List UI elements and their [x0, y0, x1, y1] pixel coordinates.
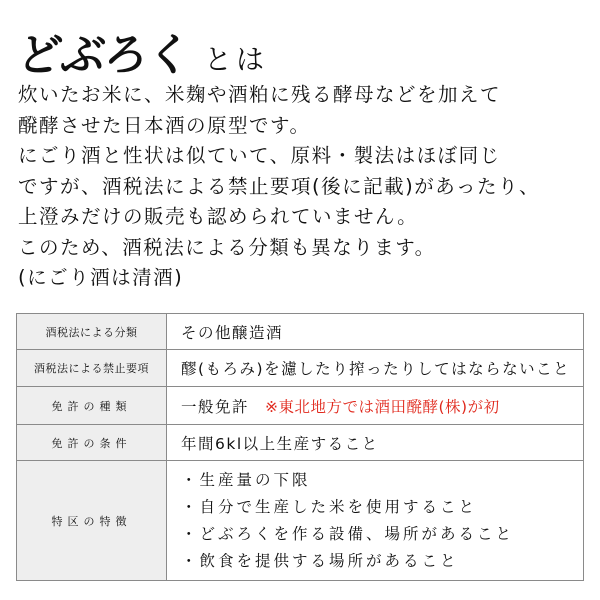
row-value: 一般免許 [181, 397, 250, 416]
table-row-license-type [17, 387, 584, 425]
row-value-cell [167, 387, 584, 425]
intro-line: 醗酵させた日本酒の原型です。 [18, 113, 311, 137]
table-row-special-zone [17, 461, 584, 581]
list-item: ・自分で生産した米を使用すること [181, 497, 478, 516]
table-row-license-condition [17, 425, 584, 461]
heading-title: どぶろく [15, 30, 193, 81]
row-note: ※東北地方では酒田醗酵(株)が初 [265, 397, 500, 416]
intro-line: 上澄みだけの販売も認められていません。 [18, 205, 419, 228]
row-label: 酒税法による分類 [17, 314, 167, 350]
intro-paragraph [18, 80, 588, 294]
table-row-classification [17, 314, 584, 350]
row-label: 酒税法による禁止要項 [17, 350, 167, 387]
intro-line: にごり酒と性状は似ていて、原料・製法はほぼ同じ [18, 144, 501, 167]
list-item: ・飲食を提供する場所があること [181, 551, 459, 570]
intro-line: このため、酒税法による分類も異なります。 [18, 235, 436, 259]
info-table [16, 313, 584, 581]
page-heading [15, 20, 269, 81]
table-row-prohibition [17, 350, 584, 387]
row-label: 免許の条件 [17, 425, 167, 461]
row-value: 年間6kl以上生産すること [167, 425, 584, 461]
intro-line: (にごり酒は清酒) [18, 266, 184, 289]
heading-suffix: とは [204, 43, 269, 76]
list-item: ・生産量の下限 [181, 470, 311, 489]
intro-line: ですが、酒税法による禁止要項(後に記載)があったり、 [18, 174, 541, 198]
row-value: 醪(もろみ)を濾したり搾ったりしてはならないこと [167, 350, 584, 387]
feature-list [181, 467, 583, 575]
row-value-cell [167, 461, 584, 581]
intro-line: 炊いたお米に、米麹や酒粕に残る酵母などを加えて [18, 83, 502, 106]
row-label: 特区の特徴 [17, 461, 167, 581]
row-value: その他醸造酒 [167, 314, 584, 350]
row-label: 免許の種類 [17, 387, 167, 425]
list-item: ・どぶろくを作る設備、場所があること [181, 524, 515, 543]
